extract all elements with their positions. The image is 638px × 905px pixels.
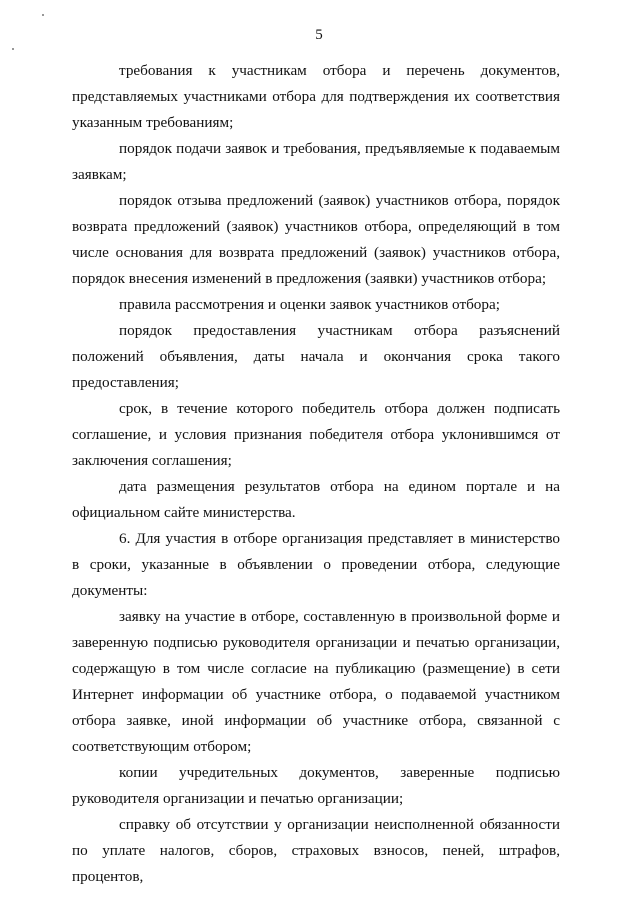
paragraph-participant-requirements: требования к участникам отбора и перечень документов, представляемых участниками отбора для подтверждения их соответствия указанным требованиям; [72, 62, 560, 131]
paragraph-withdrawal-procedure: порядок отзыва предложений (заявок) участников отбора, порядок возврата предложений (заявок) участников отбора, определяющий в том числе основания для возврата предложений (заявок) участников отбора, порядок внесения изменений в предложения (заявки) участников отбора; [72, 192, 560, 287]
scan-speck [42, 14, 44, 16]
paragraph-signing-deadline: срок, в течение которого победитель отбора должен подписать соглашение, и условия признания победителя отбора уклонившимся от заключения соглашения; [72, 400, 560, 469]
paragraph-section-6: 6. Для участия в отборе организация представляет в министерство в сроки, указанные в объявлении о проведении отбора, следующие документы: [72, 530, 560, 599]
document-body [72, 58, 560, 890]
scan-speck [12, 48, 14, 50]
paragraph-tax-certificate: справку об отсутствии у организации неисполненной обязанности по уплате налогов, сборов, страховых взносов, пеней, штрафов, процентов, [72, 816, 560, 885]
paragraph-application-form: заявку на участие в отборе, составленную в произвольной форме и заверенную подписью руководителя организации и печатью организации, содержащую в том числе согласие на публикацию (размещение) в сети Интернет информации об участнике отбора, о подаваемой участником отбора заявке, иной информации об участнике отбора, связанной с соответствующим отбором; [72, 608, 560, 755]
paragraph-application-procedure: порядок подачи заявок и требования, предъявляемые к подаваемым заявкам; [72, 140, 560, 183]
paragraph-clarification-procedure: порядок предоставления участникам отбора разъяснений положений объявления, даты начала и окончания срока такого предоставления; [72, 322, 560, 391]
paragraph-evaluation-rules: правила рассмотрения и оценки заявок участников отбора; [119, 296, 500, 313]
page-number: 5 [315, 27, 323, 43]
paragraph-results-publication: дата размещения результатов отбора на едином портале и на официальном сайте министерства. [72, 478, 560, 521]
paragraph-founding-documents: копии учредительных документов, заверенные подписью руководителя организации и печатью организации; [72, 764, 560, 807]
